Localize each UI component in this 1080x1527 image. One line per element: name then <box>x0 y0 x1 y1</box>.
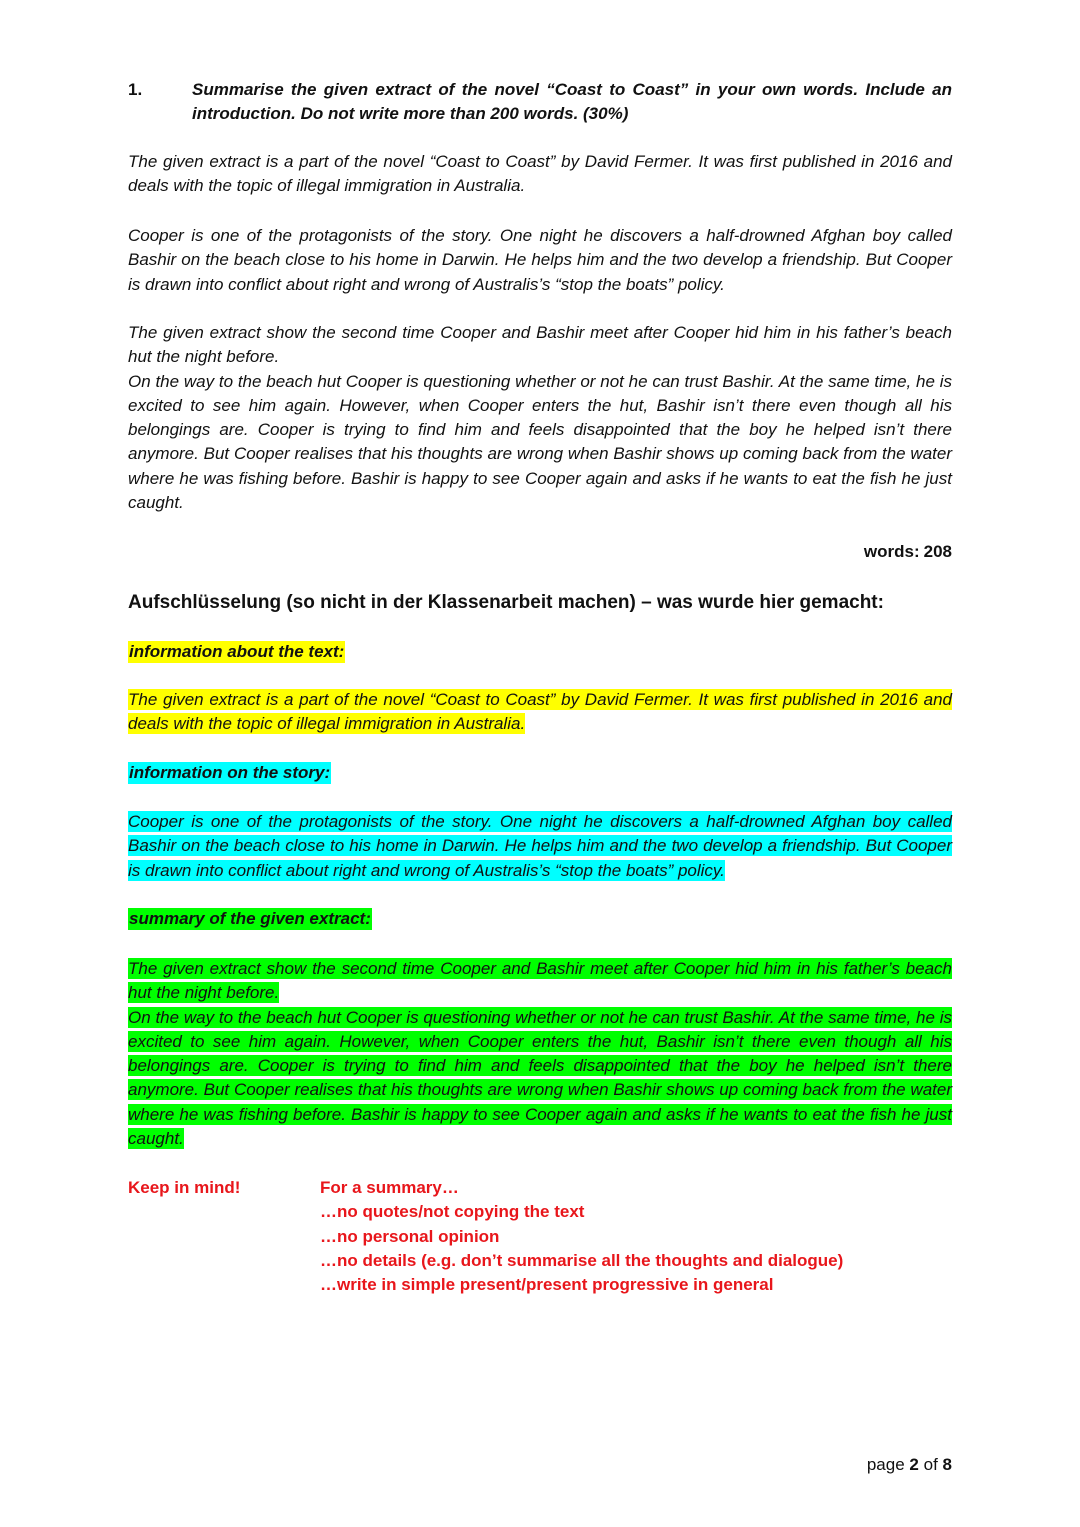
page-of: of <box>923 1455 938 1474</box>
task <box>128 78 952 126</box>
label-information-on-story: information on the story: <box>129 763 331 782</box>
page-prefix: page <box>866 1455 905 1474</box>
label-summary-of-extract: summary of the given extract: <box>129 909 371 928</box>
highlight-information-about-text <box>128 688 952 737</box>
answer-paragraph-intro: The given extract is a part of the novel “Coast to Coast” by David Fermer. It was first published in 2016 and deals with the topic of illegal immigration in Australia. <box>128 152 952 196</box>
label-information-about-text: information about the text: <box>129 642 345 661</box>
task-instruction: Summarise the given extract of the novel “Coast to Coast” in your own words. Include an introduction. Do not write more than 200 words. (30%) <box>192 80 952 123</box>
highlight-cyan-text: Cooper is one of the protagonists of the story. One night he discovers a half-drowned Afghan boy called Bashir on the beach close to his home in Darwin. He helps him and the two develop a friendship. But Cooper is drawn into conflict about right and wrong of Australis’s “stop the boats” policy. <box>128 812 952 880</box>
tip-item: …no quotes/not copying the text <box>320 1202 585 1222</box>
word-count <box>864 540 952 564</box>
tip-item: For a summary… <box>320 1178 459 1197</box>
highlight-yellow-text: The given extract is a part of the novel “Coast to Coast” by David Fermer. It was first published in 2016 and deals with the topic of illegal immigration in Australia. <box>128 690 952 734</box>
answer-extract-sentence-1: The given extract show the second time Cooper and Bashir meet after Cooper hid him in his father’s beach hut the night before. <box>128 323 952 367</box>
highlight-information-on-story <box>128 810 952 883</box>
word-count-value: 208 <box>923 542 952 561</box>
word-count-label: words: <box>863 542 920 561</box>
keep-in-mind-list <box>320 1176 843 1297</box>
answer-extract-sentence-2: On the way to the beach hut Cooper is questioning whether or not he can trust Bashir. At the same time, he is excited to see him again. However, when Cooper enters the hut, Bashir isn’t there even though all his belongings are. Cooper is trying to find him and feels disappointed that the boy he helped isn’t there anymore. But Cooper realises that his thoughts are wrong when Bashir shows up coming back from the water where he was fishing before. Bashir is happy to see Cooper again and asks if he wants to eat the fish he just caught. <box>128 371 952 513</box>
breakdown-heading: Aufschlüsselung (so nicht in der Klassenarbeit machen) – was wurde hier gemacht: <box>128 592 884 613</box>
highlight-green-text-2: On the way to the beach hut Cooper is questioning whether or not he can trust Bashir. At the same time, he is excited to see him again. However, when Cooper enters the hut, Bashir isn’t there even though all his belongings are. Cooper is trying to find him and feels disappointed that the boy he helped isn’t there anymore. But Cooper realises that his thoughts are wrong when Bashir shows up coming back from the water where he was fishing before. Bashir is happy to see Cooper again and asks if he wants to eat the fish he just caught. <box>128 1007 952 1149</box>
page-current: 2 <box>909 1455 919 1474</box>
highlight-green-text-1: The given extract show the second time Cooper and Bashir meet after Cooper hid him in his father’s beach hut the night before. <box>128 959 952 1003</box>
page-number <box>867 1453 952 1477</box>
highlight-summary-of-extract <box>128 957 952 1151</box>
page-total: 8 <box>942 1455 952 1474</box>
tip-item: …no personal opinion <box>320 1226 500 1246</box>
answer-paragraph-extract <box>128 321 952 515</box>
tip-item: …write in simple present/present progressive in general <box>320 1275 774 1295</box>
task-number: 1. <box>128 80 143 99</box>
answer-paragraph-story: Cooper is one of the protagonists of the story. One night he discovers a half-drowned Afghan boy called Bashir on the beach close to his home in Darwin. He helps him and the two develop a friendship. But Cooper is drawn into conflict about right and wrong of Australis’s “stop the boats” policy. <box>128 226 952 294</box>
tip-item: …no details (e.g. don’t summarise all the thoughts and dialogue) <box>320 1250 844 1270</box>
keep-in-mind-label: Keep in mind! <box>128 1178 241 1197</box>
